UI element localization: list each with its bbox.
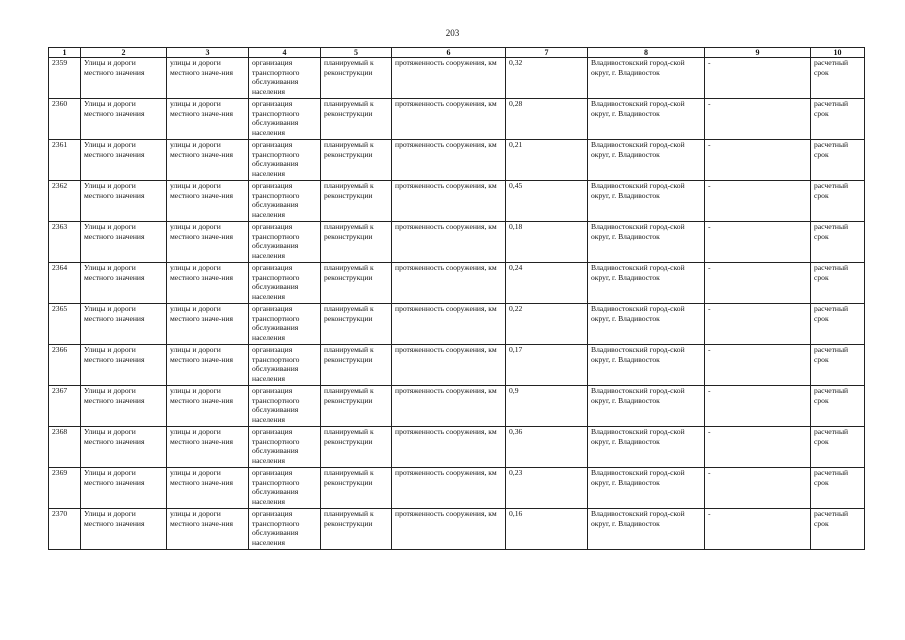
location-cell: Владивостокский город-ской округ, г. Владивосток	[588, 509, 705, 550]
object-name-cell: Улицы и дороги местного значения	[81, 304, 167, 345]
zone-cell: -	[705, 58, 811, 99]
object-status-cell: планируемый к реконструкции	[321, 181, 392, 222]
characteristic-cell: протяженность сооружения, км	[392, 304, 506, 345]
page-number: 203	[445, 28, 460, 38]
object-purpose-cell: организация транспортного обслуживания населения	[249, 263, 321, 304]
table-row	[49, 468, 865, 509]
location-cell: Владивостокский город-ской округ, г. Владивосток	[588, 345, 705, 386]
object-name-cell: Улицы и дороги местного значения	[81, 140, 167, 181]
object-status-cell: планируемый к реконструкции	[321, 427, 392, 468]
object-status-cell: планируемый к реконструкции	[321, 263, 392, 304]
location-cell: Владивостокский город-ской округ, г. Владивосток	[588, 58, 705, 99]
value-cell: 0,18	[506, 222, 588, 263]
object-purpose-cell: организация транспортного обслуживания населения	[249, 58, 321, 99]
table-row	[49, 304, 865, 345]
object-status-cell: планируемый к реконструкции	[321, 99, 392, 140]
term-cell: расчетный срок	[811, 468, 865, 509]
column-header: 6	[392, 48, 506, 58]
object-category-cell: улицы и дороги местного значе-ния	[167, 386, 249, 427]
zone-cell: -	[705, 222, 811, 263]
table-row	[49, 386, 865, 427]
zone-cell: -	[705, 263, 811, 304]
location-cell: Владивостокский город-ской округ, г. Владивосток	[588, 468, 705, 509]
object-purpose-cell: организация транспортного обслуживания населения	[249, 222, 321, 263]
object-status-cell: планируемый к реконструкции	[321, 304, 392, 345]
zone-cell: -	[705, 509, 811, 550]
object-name-cell: Улицы и дороги местного значения	[81, 181, 167, 222]
table-row	[49, 99, 865, 140]
location-cell: Владивостокский город-ской округ, г. Владивосток	[588, 99, 705, 140]
object-name-cell: Улицы и дороги местного значения	[81, 427, 167, 468]
object-status-cell: планируемый к реконструкции	[321, 509, 392, 550]
object-purpose-cell: организация транспортного обслуживания населения	[249, 468, 321, 509]
table-body	[49, 58, 865, 550]
row-number-cell: 2362	[49, 181, 81, 222]
object-category-cell: улицы и дороги местного значе-ния	[167, 509, 249, 550]
column-header: 2	[81, 48, 167, 58]
zone-cell: -	[705, 386, 811, 427]
value-cell: 0,36	[506, 427, 588, 468]
object-status-cell: планируемый к реконструкции	[321, 468, 392, 509]
row-number-cell: 2370	[49, 509, 81, 550]
location-cell: Владивостокский город-ской округ, г. Владивосток	[588, 427, 705, 468]
table-row	[49, 222, 865, 263]
term-cell: расчетный срок	[811, 99, 865, 140]
object-name-cell: Улицы и дороги местного значения	[81, 509, 167, 550]
object-purpose-cell: организация транспортного обслуживания населения	[249, 304, 321, 345]
location-cell: Владивостокский город-ской округ, г. Владивосток	[588, 386, 705, 427]
column-header: 7	[506, 48, 588, 58]
term-cell: расчетный срок	[811, 181, 865, 222]
characteristic-cell: протяженность сооружения, км	[392, 468, 506, 509]
term-cell: расчетный срок	[811, 140, 865, 181]
zone-cell: -	[705, 427, 811, 468]
value-cell: 0,28	[506, 99, 588, 140]
object-purpose-cell: организация транспортного обслуживания населения	[249, 386, 321, 427]
value-cell: 0,9	[506, 386, 588, 427]
row-number-cell: 2365	[49, 304, 81, 345]
table-row	[49, 58, 865, 99]
zone-cell: -	[705, 181, 811, 222]
row-number-cell: 2367	[49, 386, 81, 427]
term-cell: расчетный срок	[811, 304, 865, 345]
characteristic-cell: протяженность сооружения, км	[392, 263, 506, 304]
object-name-cell: Улицы и дороги местного значения	[81, 345, 167, 386]
zone-cell: -	[705, 304, 811, 345]
column-header: 1	[49, 48, 81, 58]
table-row	[49, 181, 865, 222]
term-cell: расчетный срок	[811, 509, 865, 550]
column-header: 8	[588, 48, 705, 58]
object-category-cell: улицы и дороги местного значе-ния	[167, 99, 249, 140]
table-row	[49, 509, 865, 550]
row-number-cell: 2364	[49, 263, 81, 304]
objects-table	[48, 47, 865, 550]
column-header: 10	[811, 48, 865, 58]
location-cell: Владивостокский город-ской округ, г. Владивосток	[588, 222, 705, 263]
object-name-cell: Улицы и дороги местного значения	[81, 99, 167, 140]
object-purpose-cell: организация транспортного обслуживания населения	[249, 181, 321, 222]
object-category-cell: улицы и дороги местного значе-ния	[167, 140, 249, 181]
object-category-cell: улицы и дороги местного значе-ния	[167, 58, 249, 99]
object-name-cell: Улицы и дороги местного значения	[81, 468, 167, 509]
term-cell: расчетный срок	[811, 58, 865, 99]
object-purpose-cell: организация транспортного обслуживания населения	[249, 140, 321, 181]
row-number-cell: 2359	[49, 58, 81, 99]
object-purpose-cell: организация транспортного обслуживания населения	[249, 345, 321, 386]
object-status-cell: планируемый к реконструкции	[321, 345, 392, 386]
characteristic-cell: протяженность сооружения, км	[392, 181, 506, 222]
object-name-cell: Улицы и дороги местного значения	[81, 263, 167, 304]
table-header-row	[49, 48, 865, 58]
location-cell: Владивостокский город-ской округ, г. Владивосток	[588, 263, 705, 304]
term-cell: расчетный срок	[811, 386, 865, 427]
object-name-cell: Улицы и дороги местного значения	[81, 386, 167, 427]
object-category-cell: улицы и дороги местного значе-ния	[167, 181, 249, 222]
characteristic-cell: протяженность сооружения, км	[392, 58, 506, 99]
value-cell: 0,21	[506, 140, 588, 181]
object-status-cell: планируемый к реконструкции	[321, 386, 392, 427]
column-header: 9	[705, 48, 811, 58]
object-name-cell: Улицы и дороги местного значения	[81, 222, 167, 263]
object-purpose-cell: организация транспортного обслуживания населения	[249, 427, 321, 468]
row-number-cell: 2361	[49, 140, 81, 181]
object-status-cell: планируемый к реконструкции	[321, 140, 392, 181]
object-status-cell: планируемый к реконструкции	[321, 222, 392, 263]
characteristic-cell: протяженность сооружения, км	[392, 345, 506, 386]
object-category-cell: улицы и дороги местного значе-ния	[167, 427, 249, 468]
term-cell: расчетный срок	[811, 222, 865, 263]
location-cell: Владивостокский город-ской округ, г. Владивосток	[588, 181, 705, 222]
zone-cell: -	[705, 99, 811, 140]
zone-cell: -	[705, 140, 811, 181]
value-cell: 0,22	[506, 304, 588, 345]
row-number-cell: 2366	[49, 345, 81, 386]
row-number-cell: 2360	[49, 99, 81, 140]
value-cell: 0,45	[506, 181, 588, 222]
object-category-cell: улицы и дороги местного значе-ния	[167, 304, 249, 345]
object-name-cell: Улицы и дороги местного значения	[81, 58, 167, 99]
location-cell: Владивостокский город-ской округ, г. Владивосток	[588, 140, 705, 181]
column-header: 3	[167, 48, 249, 58]
zone-cell: -	[705, 468, 811, 509]
object-status-cell: планируемый к реконструкции	[321, 58, 392, 99]
row-number-cell: 2368	[49, 427, 81, 468]
table-row	[49, 427, 865, 468]
row-number-cell: 2363	[49, 222, 81, 263]
object-purpose-cell: организация транспортного обслуживания населения	[249, 509, 321, 550]
value-cell: 0,23	[506, 468, 588, 509]
row-number-cell: 2369	[49, 468, 81, 509]
column-header: 5	[321, 48, 392, 58]
object-category-cell: улицы и дороги местного значе-ния	[167, 263, 249, 304]
table-row	[49, 140, 865, 181]
characteristic-cell: протяженность сооружения, км	[392, 386, 506, 427]
object-category-cell: улицы и дороги местного значе-ния	[167, 345, 249, 386]
term-cell: расчетный срок	[811, 427, 865, 468]
characteristic-cell: протяженность сооружения, км	[392, 427, 506, 468]
object-category-cell: улицы и дороги местного значе-ния	[167, 468, 249, 509]
value-cell: 0,16	[506, 509, 588, 550]
zone-cell: -	[705, 345, 811, 386]
location-cell: Владивостокский город-ской округ, г. Владивосток	[588, 304, 705, 345]
value-cell: 0,17	[506, 345, 588, 386]
term-cell: расчетный срок	[811, 263, 865, 304]
characteristic-cell: протяженность сооружения, км	[392, 222, 506, 263]
characteristic-cell: протяженность сооружения, км	[392, 140, 506, 181]
object-category-cell: улицы и дороги местного значе-ния	[167, 222, 249, 263]
characteristic-cell: протяженность сооружения, км	[392, 99, 506, 140]
characteristic-cell: протяженность сооружения, км	[392, 509, 506, 550]
column-header: 4	[249, 48, 321, 58]
table-row	[49, 345, 865, 386]
object-purpose-cell: организация транспортного обслуживания населения	[249, 99, 321, 140]
value-cell: 0,32	[506, 58, 588, 99]
term-cell: расчетный срок	[811, 345, 865, 386]
table-row	[49, 263, 865, 304]
value-cell: 0,24	[506, 263, 588, 304]
